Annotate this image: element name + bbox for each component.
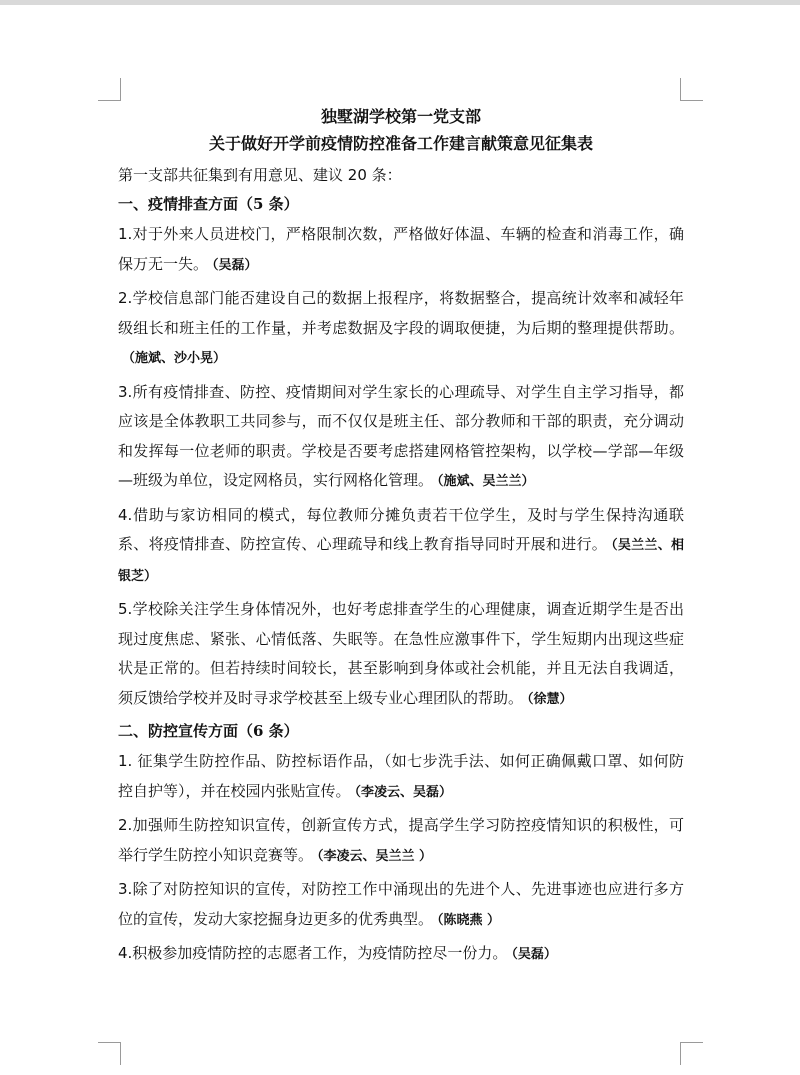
suggestion-item xyxy=(118,220,684,280)
suggestion-text: 3.除了对防控知识的宣传，对防控工作中涌现出的先进个人、先进事迹也应进行多方位的宣传，发动大家挖掘身边更多的优秀典型。 xyxy=(118,880,684,928)
suggestion-text: 1. 征集学生防控作品、防控标语作品，（如七步洗手法、如何正确佩戴口罩、如何防控自护等），并在校园内张贴宣传。 xyxy=(118,752,684,800)
suggestion-text: 1.对于外来人员进校门，严格限制次数，严格做好体温、车辆的检查和消毒工作，确保万无一失。 xyxy=(118,225,684,273)
suggestion-text: 5.学校除关注学生身体情况外，也好考虑排查学生的心理健康，调查近期学生是否出现过度焦虑、紧张、心情低落、失眠等。在急性应激事件下，学生短期内出现这些症状是正常的。但若持续时间较长，甚至影响到身体或社会机能，并且无法自我调适，须反馈给学校并及时寻求学校甚至上级专业心理团队的帮助。 xyxy=(118,600,684,707)
window-top-bar xyxy=(0,0,800,5)
suggestion-text: 2.加强师生防控知识宣传，创新宣传方式，提高学生学习防控疫情知识的积极性，可举行学生防控小知识竞赛等。 xyxy=(118,816,684,864)
suggestion-author: （吴磊） xyxy=(511,947,557,962)
page-margin-mark-top-right xyxy=(680,78,703,101)
suggestion-author: （吴兰兰、相银芝） xyxy=(118,538,684,584)
suggestion-author: （吴磊） xyxy=(212,257,258,273)
section-heading: 一、疫情排查方面（5 条） xyxy=(118,195,299,213)
suggestion-item xyxy=(118,284,684,374)
suggestion-author: （陈晓燕 ） xyxy=(437,912,501,928)
page-margin-mark-bottom-left xyxy=(98,1042,121,1065)
suggestion-author: （徐慧） xyxy=(527,691,573,707)
suggestion-item xyxy=(118,811,684,871)
suggestion-item xyxy=(118,501,684,592)
suggestion-item xyxy=(118,939,684,970)
document-page xyxy=(118,103,684,970)
document-subtitle: 关于做好开学前疫情防控准备工作建言献策意见征集表 xyxy=(208,134,593,153)
suggestion-item xyxy=(118,747,684,807)
suggestion-author: （施斌、沙小晃） xyxy=(122,351,227,366)
suggestion-author: （李凌云、吴兰兰 ） xyxy=(317,848,433,864)
document-title: 独墅湖学校第一党支部 xyxy=(320,107,481,126)
suggestion-text: 3.所有疫情排查、防控、疫情期间对学生家长的心理疏导、对学生自主学习指导，都应该是全体教职工共同参与，而不仅仅是班主任、部分教师和干部的职责，充分调动和发挥每一位老师的职责。学校是否要考虑搭建网格管控架构，以学校—学部—年级—班级为单位，设定网格员，实行网格化管理。 xyxy=(118,382,684,489)
suggestion-text: 2.学校信息部门能否建设自己的数据上报程序，将数据整合，提高统计效率和减轻年级组长和班主任的工作量，并考虑数据及字段的调取便捷，为后期的整理提供帮助。 xyxy=(118,289,684,337)
section-heading: 二、防控宣传方面（6 条） xyxy=(118,722,299,740)
suggestion-item xyxy=(118,595,684,714)
suggestion-item xyxy=(118,378,684,497)
intro-text: 第一支部共征集到有用意见、建议 20 条： xyxy=(118,166,402,184)
suggestion-author: （施斌、吴兰兰） xyxy=(437,474,535,489)
suggestion-author: （李凌云、吴磊） xyxy=(354,784,453,800)
page-margin-mark-top-left xyxy=(98,78,121,101)
suggestion-text: 4.借助与家访相同的模式，每位教师分摊负责若干位学生，及时与学生保持沟通联系、将疫情排查、防控宣传、心理疏导和线上教育指导同时开展和进行。 xyxy=(118,505,684,553)
suggestion-text: 4.积极参加疫情防控的志愿者工作，为疫情防控尽一份力。 xyxy=(118,944,508,962)
page-margin-mark-bottom-right xyxy=(680,1042,703,1065)
suggestion-item xyxy=(118,875,684,935)
